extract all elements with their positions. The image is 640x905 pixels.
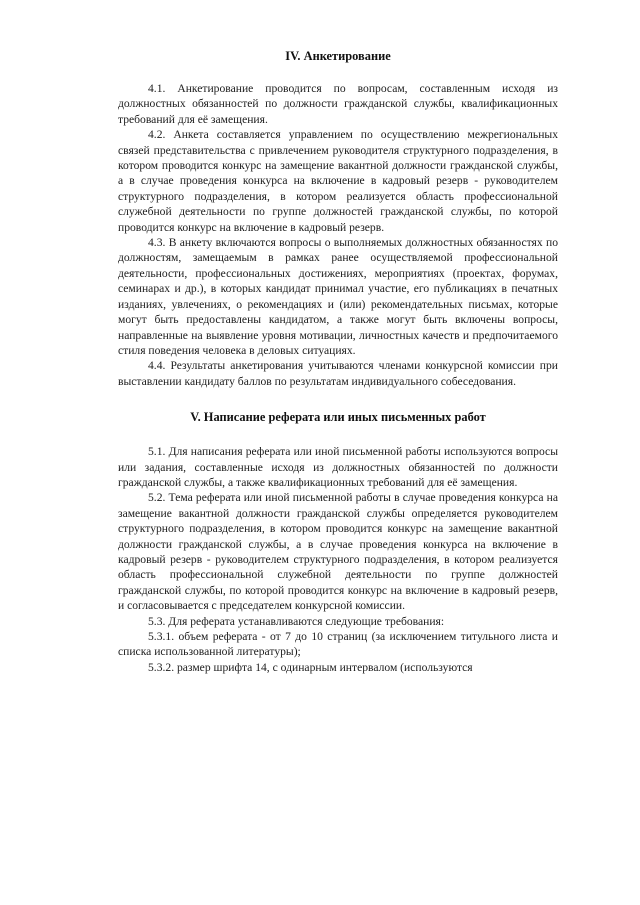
- paragraph-4-4: 4.4. Результаты анкетирования учитываются членами конкурсной комиссии при выставлении кандидату баллов по результатам индивидуального собеседования.: [118, 359, 558, 388]
- paragraph-4-3: 4.3. В анкету включаются вопросы о выполняемых должностных обязанностях по должностям, замещаемым в рамках ранее осуществляемой профессиональной деятельности, профессиональных достижениях, мероприятиях (проектах, форумах, семинарах и др.), в которых кандидат принимал участие, его публикациях в печатных изданиях, увлечениях, о рекомендациях и (или) рекомендательных письмах, которые могут быть предоставлены кандидатом, а также могут быть включены вопросы, направленные на выявление уровня мотивации, личностных качеств и предпочитаемого стиля поведения человека в деловых ситуациях.: [118, 236, 558, 357]
- paragraph-5-3: 5.3. Для реферата устанавливаются следующие требования:: [148, 614, 445, 628]
- section-title-essay: V. Написание реферата или иных письменных работ: [190, 410, 486, 425]
- paragraph-5-1: 5.1. Для написания реферата или иной письменной работы используются вопросы или задания, составленные исходя из должностных обязанностей по должности гражданской службы, а также квалификационных требований для её замещения.: [118, 445, 558, 489]
- paragraph-4-1: 4.1. Анкетирование проводится по вопросам, составленным исходя из должностных обязанностей по должности гражданской службы, квалификационных требований для её замещения.: [118, 82, 558, 126]
- document-body: [118, 48, 558, 675]
- section-essay: [118, 409, 558, 675]
- paragraph-4-2: 4.2. Анкета составляется управлением по осуществлению межрегиональных связей представительства с привлечением руководителя структурного подразделения, в котором проводится конкурс на замещение вакантной должности гражданской службы, а в случае проведения конкурса на включение в кадровый резерв - руководителем структурного подразделения, в котором реализуется область профессиональной служебной деятельности по группе должностей гражданской службы, по которой проводится конкурс на включение в кадровый резерв.: [118, 128, 558, 234]
- paragraph-5-3-2: 5.3.2. размер шрифта 14, с одинарным интервалом (используются: [148, 660, 473, 674]
- section-questionnaire: [118, 48, 558, 389]
- paragraph-5-3-1: 5.3.1. объем реферата - от 7 до 10 страниц (за исключением титульного листа и списка использованной литературы);: [118, 630, 558, 659]
- paragraph-5-2: 5.2. Тема реферата или иной письменной работы в случае проведения конкурса на замещение вакантной должности гражданской службы определяется руководителем структурного подразделения, в котором проводится конкурс на замещение вакантной должности гражданской службы, а в случае проведения конкурса на включение в кадровый резерв - руководителем структурного подразделения, в котором реализуется область профессиональной служебной деятельности по группе должностей гражданской службы, по которой проводится конкурс на включение в кадровый резерв, и согласовывается с председателем конкурсной комиссии.: [118, 491, 558, 613]
- section-title-questionnaire: IV. Анкетирование: [285, 49, 391, 63]
